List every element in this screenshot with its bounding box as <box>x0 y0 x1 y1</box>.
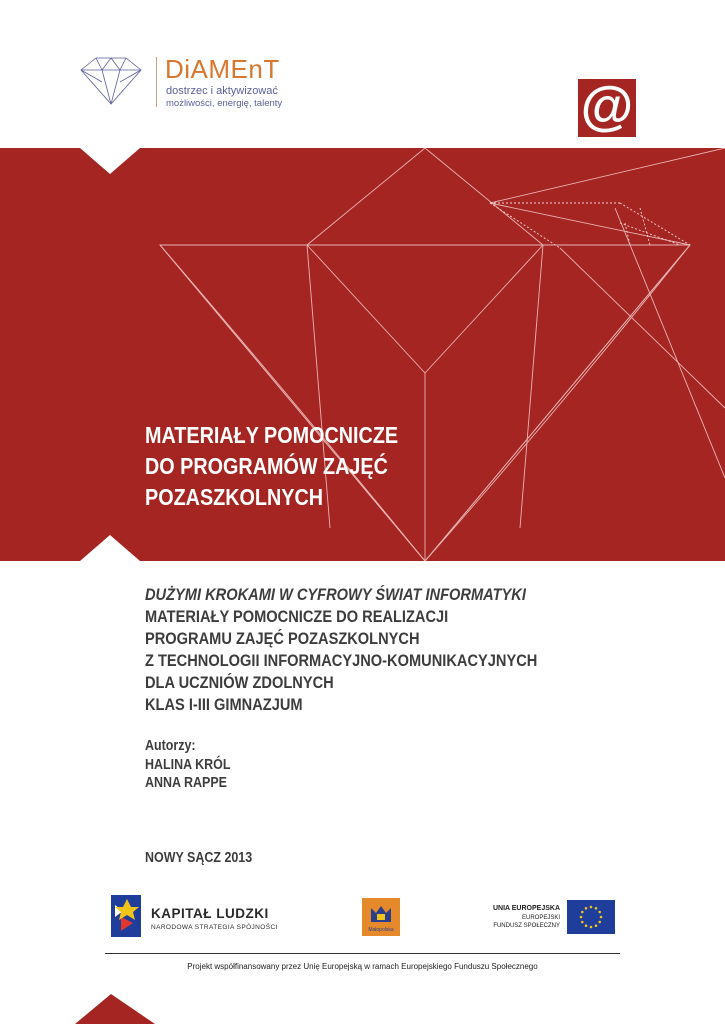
place-year: NOWY SĄCZ 2013 <box>145 850 253 866</box>
footer-divider <box>105 953 620 954</box>
cover-title-line: DO PROGRAMÓW ZAJĘĆ <box>145 453 388 479</box>
eu-flag-icon <box>567 900 615 934</box>
logo-tagline: dostrzec i aktywizować <box>166 85 278 97</box>
cover-title <box>145 420 398 513</box>
kapital-ludzki-title: KAPITAŁ LUDZKI <box>151 906 269 921</box>
malopolska-label: Małopolska <box>368 927 394 933</box>
cover-title-line: POZASZKOLNYCH <box>145 484 324 510</box>
eu-subtitle: EUROPEJSKI <box>521 915 560 921</box>
subtitle-italic: DUŻYMI KROKAMI W CYFROWY ŚWIAT INFORMATYKI <box>145 585 526 604</box>
eu-subtitle: FUNDUSZ SPOŁECZNY <box>493 923 560 929</box>
logo-divider <box>156 57 157 107</box>
logo-tagline: możliwości, energię, talenty <box>166 98 283 109</box>
subtitle-line: KLAS I-III GIMNAZJUM <box>145 695 303 714</box>
cover-title-line: MATERIAŁY POMOCNICZE <box>145 422 399 448</box>
corner-triangle-decoration <box>75 994 155 1024</box>
eu-title: UNIA EUROPEJSKA <box>492 905 560 912</box>
kapital-ludzki-logo-icon <box>107 893 147 939</box>
at-sign-icon: @ <box>578 79 636 137</box>
diament-diamond-icon <box>78 52 144 108</box>
author-name: HALINA KRÓL <box>145 757 231 773</box>
subtitle-line: MATERIAŁY POMOCNICZE DO REALIZACJI <box>145 607 449 626</box>
kapital-ludzki-subtitle: NARODOWA STRATEGIA SPÓJNOŚCI <box>151 924 278 931</box>
logo-name: DiAMEnT <box>165 54 280 84</box>
subtitle-line: PROGRAMU ZAJĘĆ POZASZKOLNYCH <box>145 629 420 648</box>
footer-note: Projekt współfinansowany przez Unię Europejską w ramach Europejskiego Funduszu Społecznego <box>187 962 538 971</box>
subtitle-line: Z TECHNOLOGII INFORMACYJNO-KOMUNIKACYJNYCH <box>145 651 538 670</box>
author-name: ANNA RAPPE <box>145 775 227 791</box>
subtitle-line: DLA UCZNIÓW ZDOLNYCH <box>145 673 334 692</box>
authors-label: Autorzy: <box>145 738 196 754</box>
